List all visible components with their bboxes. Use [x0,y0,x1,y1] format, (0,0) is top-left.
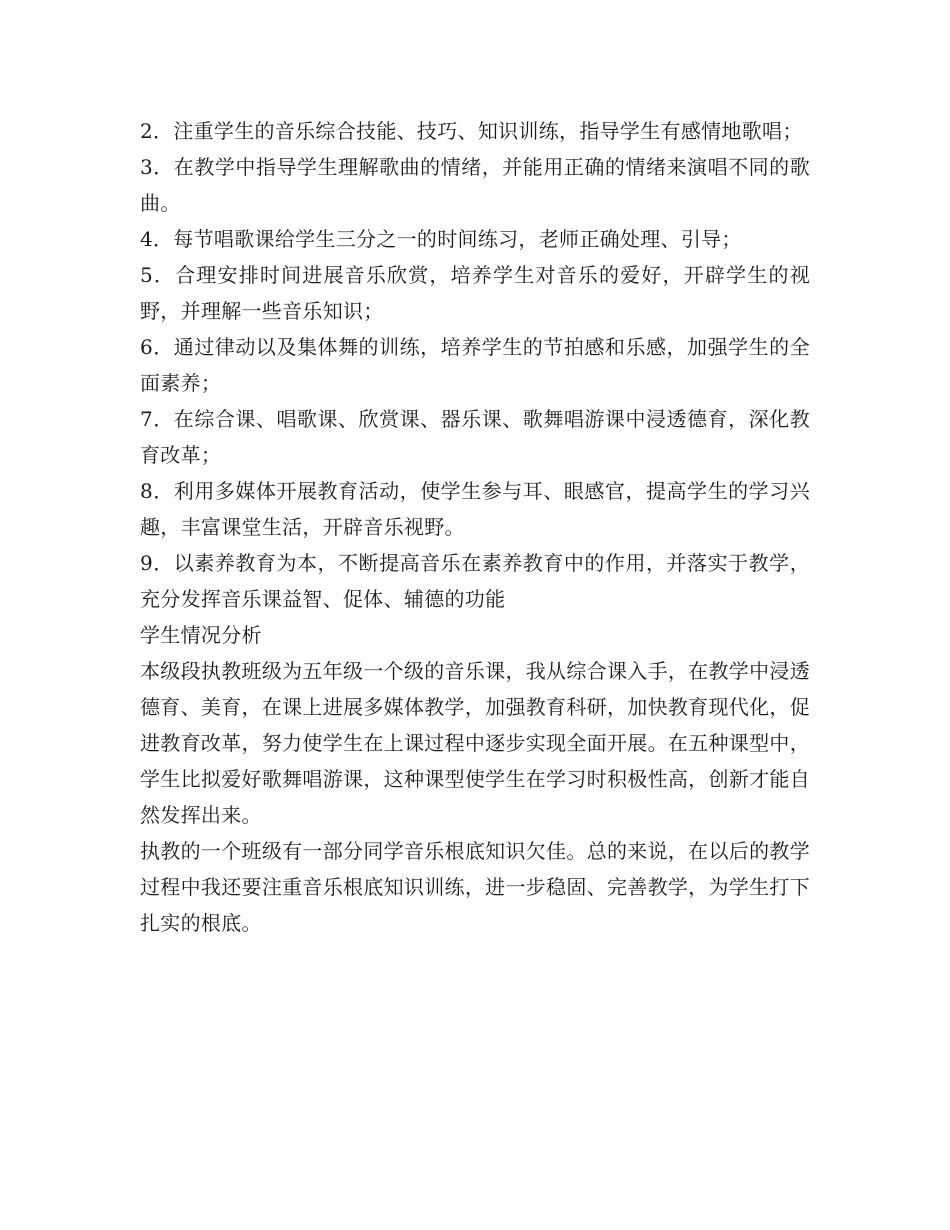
body-paragraph: 本级段执教班级为五年级一个级的音乐课，我从综合课入手，在教学中浸透德育、美育，在课上进展多媒体教学，加强教育科研，加快教育现代化，促进教育改革，努力使学生在上课过程中逐步实现全面开展。在五种课型中，学生比拟爱好歌舞唱游课，这种课型使学生在学习时积极性高，创新才能自然发挥出来。 [140,659,810,827]
list-item: 9．以素养教育为本，不断提高音乐在素养教育中的作用，并落实于教学，充分发挥音乐课益智、促体、辅德的功能 [140,551,810,611]
list-item: 3．在教学中指导学生理解歌曲的情绪，并能用正确的情绪来演唱不同的歌曲。 [140,155,810,215]
list-item: 6．通过律动以及集体舞的训练，培养学生的节拍感和乐感，加强学生的全面素养； [140,335,810,395]
section-heading: 学生情况分析 [140,623,262,647]
list-item: 5．合理安排时间进展音乐欣赏，培养学生对音乐的爱好，开辟学生的视野，并理解一些音乐知识； [140,263,810,323]
body-paragraph: 执教的一个班级有一部分同学音乐根底知识欠佳。总的来说，在以后的教学过程中我还要注重音乐根底知识训练，进一步稳固、完善教学，为学生打下扎实的根底。 [140,839,810,935]
list-item: 7．在综合课、唱歌课、欣赏课、器乐课、歌舞唱游课中浸透德育，深化教育改革； [140,407,810,467]
list-item: 8．利用多媒体开展教育活动，使学生参与耳、眼感官，提高学生的学习兴趣，丰富课堂生活，开辟音乐视野。 [140,479,810,539]
list-item: 4．每节唱歌课给学生三分之一的时间练习，老师正确处理、引导； [140,227,742,251]
document-body [140,113,810,941]
list-item: 2．注重学生的音乐综合技能、技巧、知识训练，指导学生有感情地歌唱； [140,119,803,143]
